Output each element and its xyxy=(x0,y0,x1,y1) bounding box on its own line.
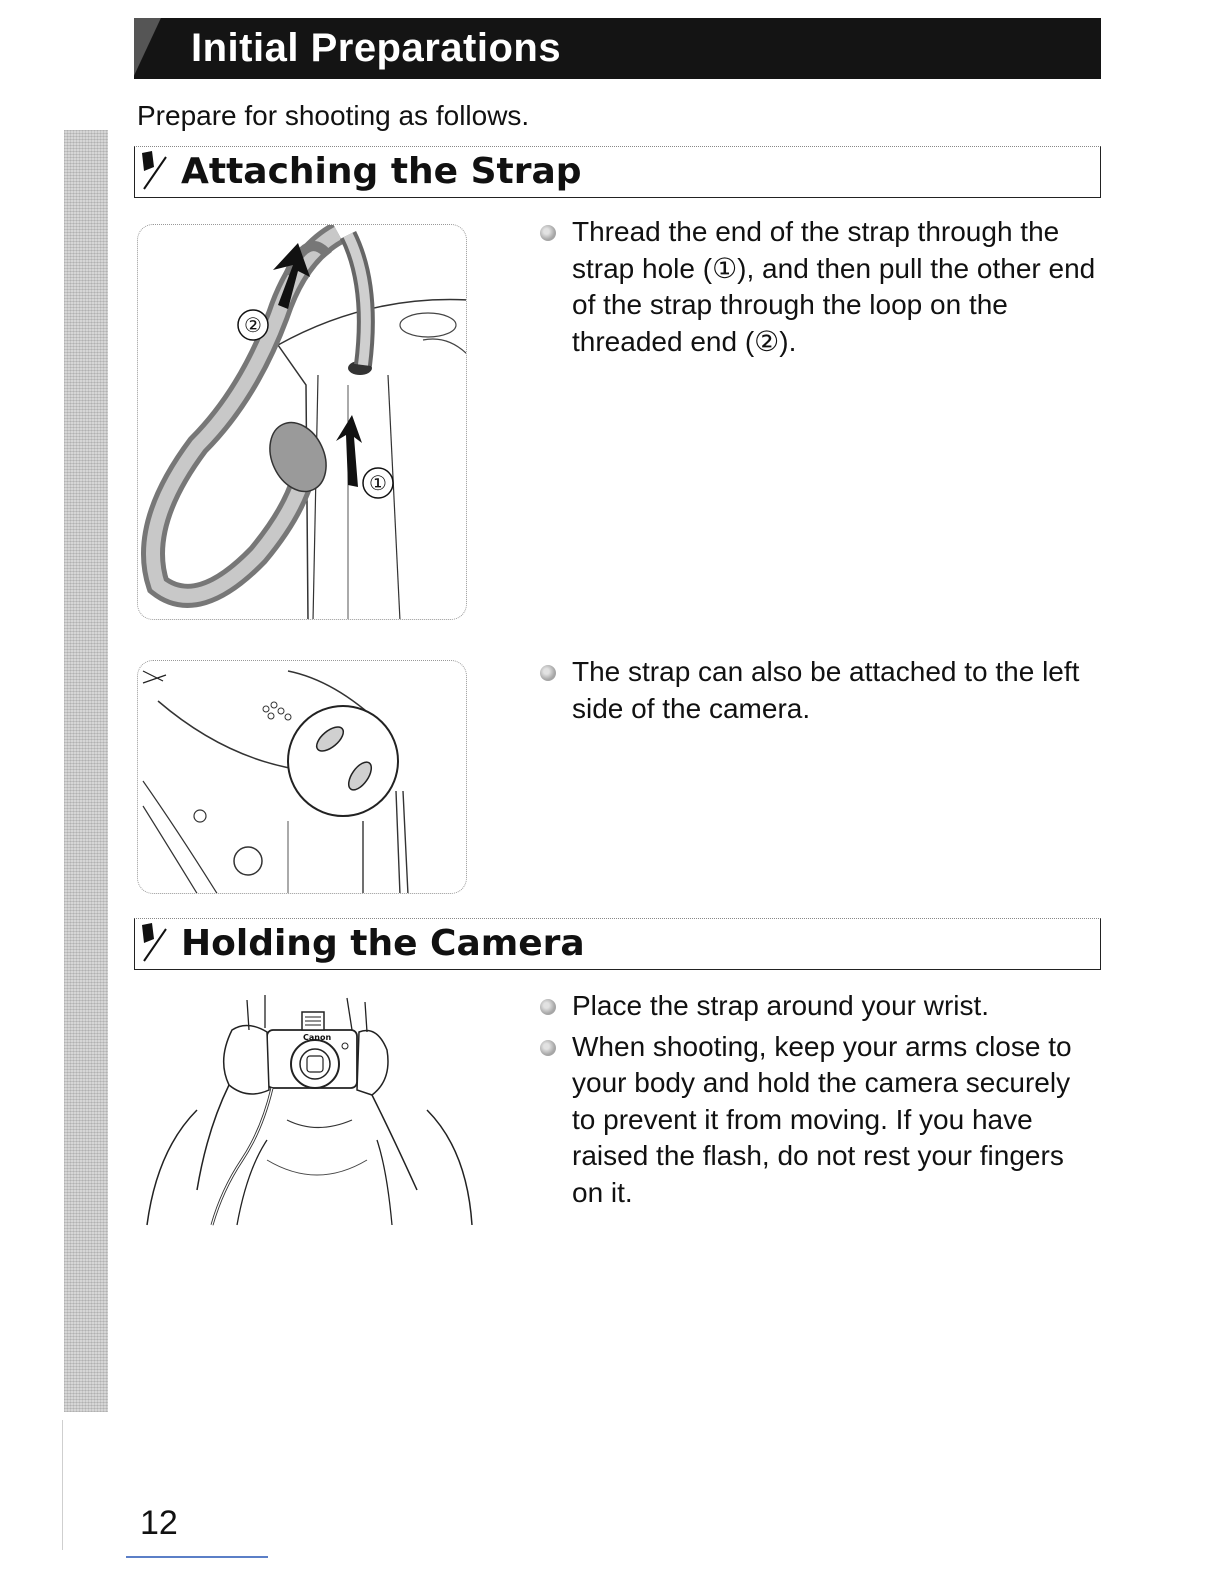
section-heading-strap xyxy=(134,146,1101,198)
holding-camera-illustration xyxy=(137,990,477,1230)
title-bar xyxy=(134,18,1101,79)
page-number-underline xyxy=(126,1556,268,1558)
strap-instructions xyxy=(540,214,1100,360)
intro-text: Prepare for shooting as follows. xyxy=(137,100,530,131)
section-title: Holding the Camera xyxy=(181,923,585,964)
list-item xyxy=(540,214,1100,360)
section-marker-icon xyxy=(138,919,168,969)
page-title: Initial Preparations xyxy=(191,26,562,70)
bullet-text: Thread the end of the strap through the strap hole (①), and then pull the other end of the strap through the loop on the threaded end (②). xyxy=(572,216,1096,357)
camera-brand-label: Canon xyxy=(303,1033,332,1042)
list-item xyxy=(540,654,1100,727)
title-notch xyxy=(134,18,172,79)
round-bullet-icon xyxy=(540,999,556,1015)
list-item xyxy=(540,1029,1100,1212)
section-marker-icon xyxy=(138,147,168,197)
side-divider xyxy=(62,1420,63,1550)
section-title: Attaching the Strap xyxy=(181,151,582,192)
bullet-text: The strap can also be attached to the left side of the camera. xyxy=(572,656,1080,724)
strap-attach-illustration xyxy=(137,224,467,620)
callout-1: ① xyxy=(369,471,387,495)
left-side-instructions xyxy=(540,654,1100,727)
list-item xyxy=(540,988,1100,1025)
holding-instructions xyxy=(540,988,1100,1211)
section-heading-holding xyxy=(134,918,1101,970)
page-number: 12 xyxy=(140,1504,178,1542)
left-side-strap-illustration xyxy=(137,660,467,894)
side-tab xyxy=(64,130,108,1412)
round-bullet-icon xyxy=(540,1040,556,1056)
round-bullet-icon xyxy=(540,225,556,241)
bullet-text: When shooting, keep your arms close to your body and hold the camera securely to prevent it from moving. If you have raised the flash, do not rest your fingers on it. xyxy=(572,1030,1072,1208)
bullet-text: Place the strap around your wrist. xyxy=(572,990,990,1021)
callout-2: ② xyxy=(244,313,262,337)
round-bullet-icon xyxy=(540,665,556,681)
